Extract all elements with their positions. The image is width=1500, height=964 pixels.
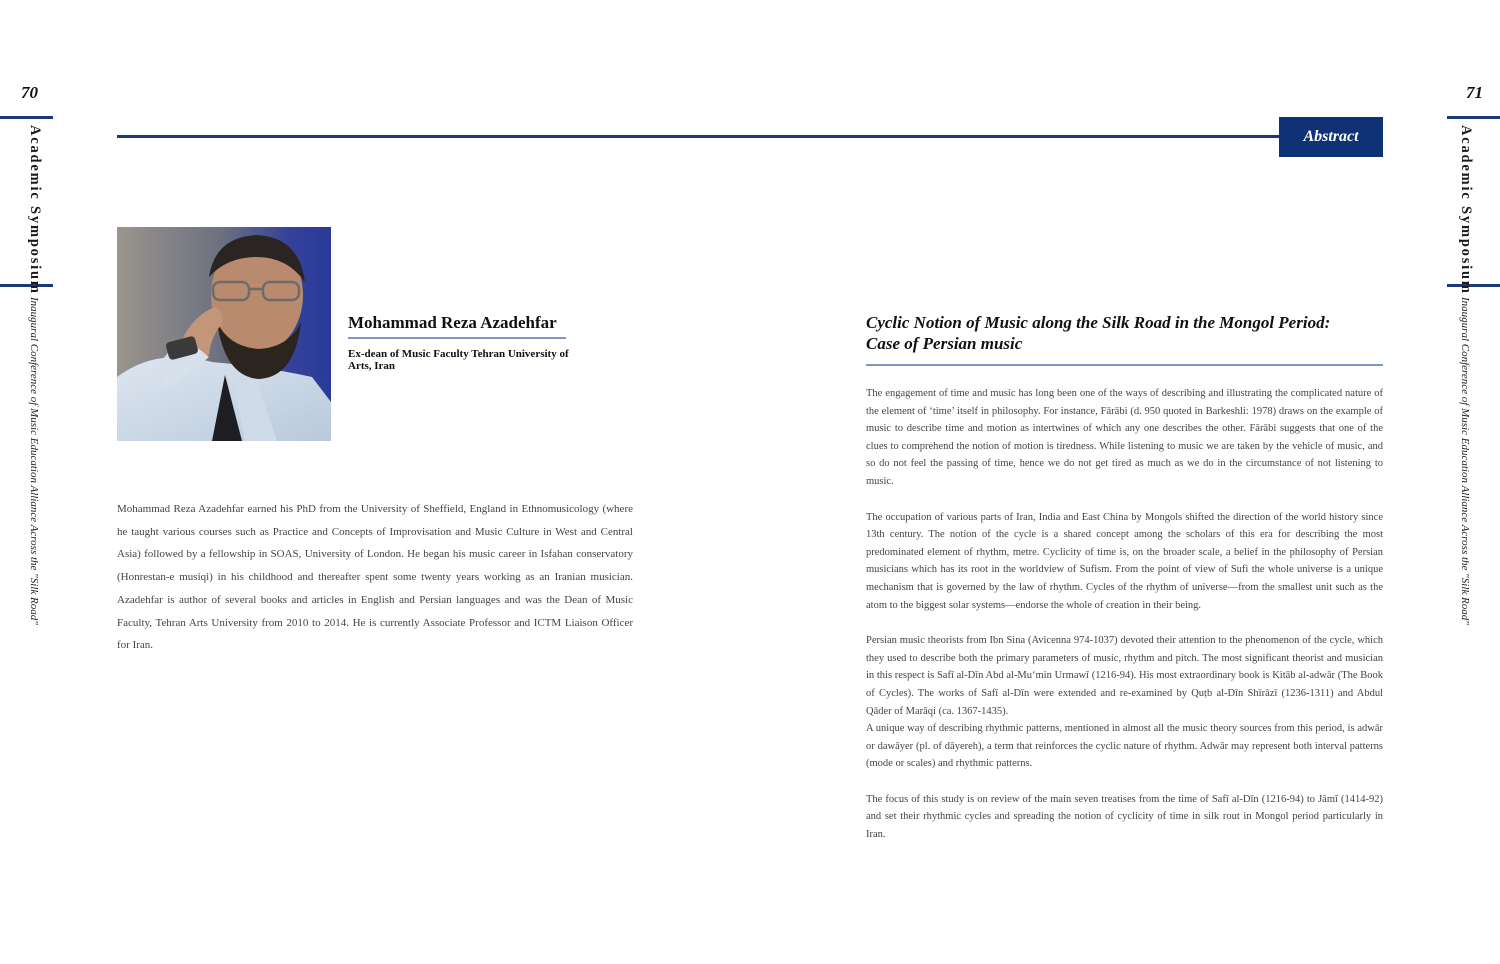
- header-rule: [117, 135, 1279, 138]
- author-bio: Mohammad Reza Azadehfar earned his PhD from the University of Sheffield, England in Ethnomusicology (where he taught various courses such as Practice and Concepts of Improvisation and Music Culture in West and Central Asia) followed by a fellowship in SOAS, University of London. He began his music career in Isfahan conservatory (Honrestan-e musiqi) in his childhood and thereafter spent some twenty years working as an Iranian musician. Azadehfar is author of several books and articles in English and Persian languages and was the Dean of Music Faculty, Tehran Arts University from 2010 to 2014. He is currently Associate Professor and ICTM Liaison Officer for Iran.: [117, 503, 633, 652]
- abstract-tab: Abstract: [1279, 117, 1383, 157]
- paper-title-underline: [866, 364, 1383, 366]
- author-name-underline: [348, 337, 566, 339]
- side-rule-right-top: [1447, 116, 1500, 119]
- abstract-paragraph: A unique way of describing rhythmic patterns, mentioned in almost all the music theory sources from this period, is adwār or dawāyer (pl. of dāyereh), a term that reinforces the cyclic nature of rhythm. Adwār may represent both interval patterns (mode or scales) and rhythmic patterns.: [866, 723, 1383, 770]
- side-heading-symposium-right: Academic Symposium: [1458, 125, 1474, 295]
- author-affiliation: Ex-dean of Music Faculty Tehran University of Arts, Iran: [348, 348, 569, 372]
- author-name: Mohammad Reza Azadehfar: [348, 313, 557, 332]
- author-portrait: [117, 227, 331, 441]
- paper-title-line-1: Cyclic Notion of Music along the Silk Road in the Mongol Period:: [866, 313, 1331, 332]
- abstract-paragraph: The occupation of various parts of Iran, India and East China by Mongols shifted the direction of the world history since 13th century. The notion of the cycle is a shared concept among the scholars of this era for describing the most predominated element of rhythm, metre. Cyclicity of time is, on the broader scale, a belief in the philosophy of Persian musicians which has its root in the worldview of Sufism. From the point of view of Sufi the whole universe is a unique mechanism that is governed by the law of rhythm. Cycles of the rhythm of universe—from the smallest unit such as the atom to the biggest solar systems—endorse the whole of creation in their being.: [866, 511, 1383, 611]
- page-number-left: 70: [21, 83, 38, 102]
- side-rule-left-top: [0, 116, 53, 119]
- side-heading-conference-left: Inaugural Conference of Music Education Alliance Across the "Silk Road": [28, 297, 40, 625]
- abstract-paragraph: The engagement of time and music has long been one of the ways of describing and illustrating the complicated nature of the element of ‘time’ itself in philosophy. For instance, Fārābi (d. 950 quoted in Barkeshli: 1978) draws on the example of music to describe time and motion as intertwines of which any one describes the other. Fārābi suggests that one of the clues to comprehend the notion of motion is tiredness. While listening to music we are taken by the vehicle of music, and so do not feel the passing of time, hence we do not get tired as much as we do in the circumstance of not listening to music.: [866, 388, 1383, 487]
- side-heading-symposium-left: Academic Symposium: [27, 125, 43, 295]
- side-heading-conference-right: Inaugural Conference of Music Education Alliance Across the "Silk Road": [1459, 297, 1471, 625]
- abstract-paragraph: Persian music theorists from Ibn Sina (Avicenna 974-1037) devoted their attention to the phenomenon of the cycle, which they used to describe both the primary parameters of music, rhythm and pitch. The most significant theorist and musician in this respect is Safī al-Dīn Abd al-Mu‘min Urmawī (1216-94). His most extraordinary book is Kitāb al-adwār (The Book of Cycles). The works of Safī al-Dīn were extended and re-examined by Quṭb al-Dīn Shīrāzī (1236-1311) and Abdul Qāder of Marāqi (ca. 1367-1435).: [866, 635, 1383, 717]
- page-number-right: 71: [1466, 83, 1483, 102]
- abstract-body: [866, 385, 1383, 862]
- paper-title: [866, 312, 1386, 354]
- paper-title-line-2: Case of Persian music: [866, 334, 1023, 353]
- abstract-paragraph: The focus of this study is on review of the main seven treatises from the time of Safī al-Dīn (1216-94) to Jāmī (1414-92) and set their rhythmic cycles and spreading the notion of cyclicity of time in silk rout in Mongol period particularly in Iran.: [866, 793, 1383, 841]
